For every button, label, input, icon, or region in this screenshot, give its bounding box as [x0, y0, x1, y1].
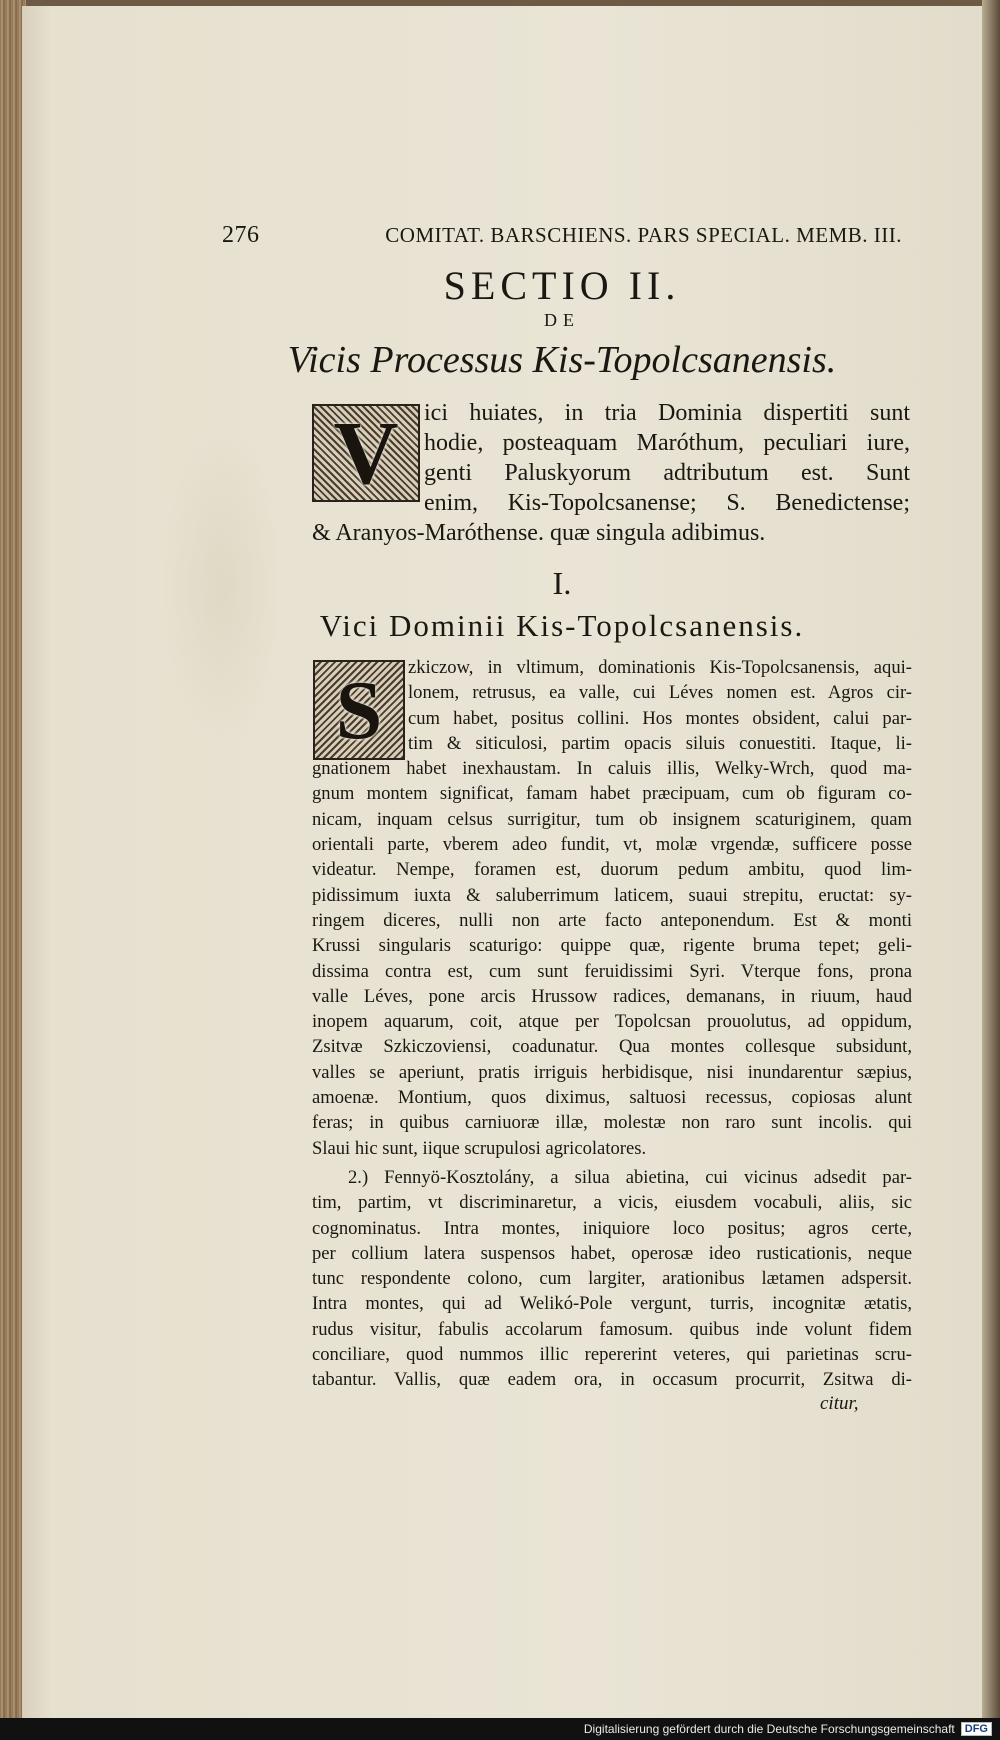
- text-line: tunc respondente colono, cum largiter, arationibus lætamen adspersit.: [312, 1268, 912, 1290]
- footer-text: Digitalisierung gefördert durch die Deutsche Forschungsgemeinschaft: [583, 1722, 955, 1736]
- text-line: amoenæ. Montium, quos diximus, saltuosi recessus, copiosas alunt: [312, 1087, 912, 1109]
- intro-paragraph: [312, 398, 910, 518]
- text-line: tim, partim, vt discriminaretur, a vicis, eiusdem vocabuli, aliis, sic: [312, 1192, 912, 1214]
- paragraph-2: [312, 1165, 912, 1393]
- intro-line: genti Paluskyorum adtributum est. Sunt: [424, 460, 910, 486]
- text-line: Krussi singularis scaturigo: quippe quæ, rigente bruma tepet; geli-: [312, 935, 912, 957]
- text-line: tabantur. Vallis, quæ eadem ora, in occasum procurrit, Zsitwa di-: [312, 1369, 912, 1391]
- text-line: zkiczow, in vltimum, dominationis Kis-Topolcsanensis, aqui-: [408, 657, 912, 678]
- text-line: conciliare, quod nummos illic repererint veteres, qui parietinas scru-: [312, 1344, 912, 1366]
- intro-line: enim, Kis-Topolcsanense; S. Benedictense;: [424, 490, 910, 516]
- section-title: SECTIO II.: [443, 263, 681, 308]
- catchword: citur,: [820, 1393, 859, 1414]
- intro-line: ici huiates, in tria Dominia dispertiti sunt: [424, 400, 910, 426]
- intro-line: hodie, posteaquam Maróthum, peculiari iure,: [424, 430, 910, 456]
- page-number: 276: [222, 222, 260, 248]
- text-line: inopem aquarum, coit, atque per Topolcsan prouolutus, ad oppidum,: [312, 1011, 912, 1033]
- text-line: feras; in quibus carniuoræ illæ, molestæ non raro sunt incolis. qui: [312, 1112, 912, 1134]
- text-line: Zsitvæ Szkiczoviensi, coadunatur. Qua montes collesque subsidunt,: [312, 1036, 912, 1058]
- main-text: [312, 655, 912, 1393]
- text-line: dissima contra est, cum sunt feruidissimi Syri. Vterque fons, prona: [312, 960, 912, 982]
- text-line: videatur. Nempe, foramen est, duorum pedum ambitu, quod lim-: [312, 859, 912, 881]
- text-line: tim & siticulosi, partim opacis siluis conuestiti. Itaque, li-: [408, 732, 912, 754]
- section-subtitle: Vicis Processus Kis-Topolcsanensis.: [287, 339, 837, 381]
- book-gutter-right: [982, 0, 1000, 1740]
- paragraph-1: [312, 655, 912, 1161]
- running-head-title: COMITAT. BARSCHIENS. PARS SPECIAL. MEMB. III.: [385, 223, 902, 247]
- dfg-logo: DFG: [961, 1722, 992, 1736]
- part-title: Vici Dominii Kis-Topolcsanensis.: [319, 608, 805, 643]
- text-line: orientali parte, vberem adeo fundit, vt, molæ vrgendæ, sufficere posse: [312, 834, 912, 856]
- text-line: gnationem habet inexhaustam. In caluis illis, Welky-Wrch, quod ma-: [312, 758, 912, 780]
- initial-letter: S: [335, 663, 383, 757]
- text-line: ringem diceres, nulli non arte facto anteponendum. Est & monti: [312, 909, 912, 931]
- text-line: Slaui hic sunt, iique scrupulosi agricolatores.: [312, 1137, 647, 1159]
- text-line: rudus visitur, fabulis accolarum famosum. quibus inde volunt fidem: [312, 1318, 912, 1340]
- text-line: pidissimum iuxta & saluberrimum laticem, suaui strepitu, eructat: sy-: [312, 884, 912, 906]
- text-line: nicam, inquam celsus surrigitur, tum ob insignem scaturiginem, quam: [312, 808, 912, 830]
- text-line: 2.) Fennyö-Kosztolány, a silua abietina, cui vicinus adsedit par-: [348, 1166, 912, 1188]
- running-head: [222, 222, 902, 249]
- text-line: Intra montes, qui ad Welikó-Pole vergunt, turris, incognitæ ætatis,: [312, 1293, 912, 1315]
- intro-last-line: & Aranyos-Maróthense. quæ singula adibimus.: [312, 520, 766, 546]
- section-de: DE: [544, 310, 580, 330]
- text-line: lonem, retrusus, ea valle, cui Léves nomen est. Agros cir-: [408, 682, 912, 704]
- part-number: I.: [552, 565, 572, 601]
- text-line: per collium latera suspensos habet, operosæ ideo rusticationis, neque: [312, 1242, 912, 1264]
- digitization-footer: [0, 1718, 1000, 1740]
- text-line: gnum montem significat, famam habet præcipuam, cum ob figuram co-: [312, 783, 912, 805]
- initial-letter: V: [333, 403, 399, 503]
- text-line: valles se aperiunt, pratis irriguis herbidisque, nisi inundarentur sæpius,: [312, 1061, 912, 1083]
- text-line: cum habet, positus collini. Hos montes obsident, calui par-: [408, 707, 912, 729]
- text-line: valle Léves, pone arcis Hrussow radices, demanans, in riuum, haud: [312, 985, 912, 1007]
- text-line: cognominatus. Intra montes, iniquiore loco positus; agros certe,: [312, 1217, 912, 1239]
